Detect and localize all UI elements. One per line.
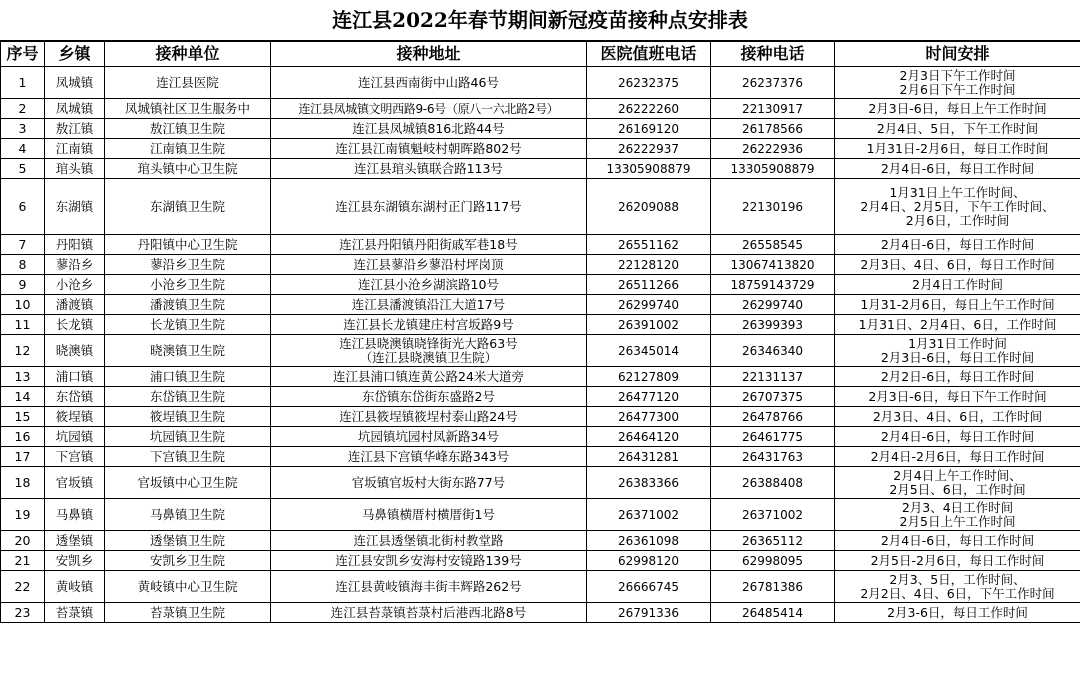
- schedule-cell-line: 2月3、4日工作时间: [901, 499, 1014, 515]
- address-cell-line: 东岱镇东岱街东盛路2号: [362, 388, 495, 404]
- schedule-cell-line: 2月5日、6日，工作时间: [889, 481, 1026, 497]
- schedule-cell-line: 2月3日-6日，每日工作时间: [880, 349, 1035, 365]
- unit-cell: 凤城镇社区卫生服务中: [105, 99, 271, 119]
- town-cell: 下宫镇: [45, 447, 105, 467]
- row-number: 1: [1, 67, 45, 99]
- schedule-cell: [835, 295, 1080, 315]
- hospital-phone-cell: 26391002: [587, 315, 711, 335]
- schedule-cell-line: 1月31日工作时间: [908, 335, 1007, 351]
- address-cell-line: 连江县丹阳镇丹阳街戚军巷18号: [339, 236, 518, 252]
- address-cell: [271, 551, 587, 571]
- vaccine-phone-cell: 26365112: [711, 531, 835, 551]
- schedule-cell: [835, 139, 1080, 159]
- hospital-phone-cell: 26345014: [587, 335, 711, 367]
- vaccine-phone-cell: 26781386: [711, 571, 835, 603]
- vaccine-phone-cell: 26485414: [711, 603, 835, 623]
- unit-cell: 小沧乡卫生院: [105, 275, 271, 295]
- hospital-phone-cell: 26209088: [587, 179, 711, 235]
- address-cell: [271, 447, 587, 467]
- hospital-phone-cell: 26361098: [587, 531, 711, 551]
- address-cell: [271, 159, 587, 179]
- vaccine-phone-cell: 26558545: [711, 235, 835, 255]
- schedule-cell-line: 1月31日、2月4日、6日，工作时间: [858, 316, 1057, 332]
- schedule-cell-line: 2月6日，工作时间: [905, 212, 1010, 228]
- schedule-cell: [835, 551, 1080, 571]
- address-cell-line: 连江县浦口镇连黄公路24米大道旁: [333, 368, 524, 384]
- address-cell-line: 连江县凤城镇文明西路9-6号（原八一六北路2号）: [298, 101, 559, 116]
- unit-cell: 官坂镇中心卫生院: [105, 467, 271, 499]
- schedule-cell: [835, 67, 1080, 99]
- town-cell: 浦口镇: [45, 367, 105, 387]
- vaccine-phone-cell: 13305908879: [711, 159, 835, 179]
- unit-cell: 潘渡镇卫生院: [105, 295, 271, 315]
- town-cell: 丹阳镇: [45, 235, 105, 255]
- town-cell: 筱埕镇: [45, 407, 105, 427]
- table-row: [1, 255, 1080, 275]
- row-number: 23: [1, 603, 45, 623]
- unit-cell: 连江县医院: [105, 67, 271, 99]
- address-cell: [271, 99, 587, 119]
- header-hospital-phone: 医院值班电话: [587, 42, 711, 67]
- table-row: [1, 99, 1080, 119]
- vaccine-phone-cell: 26461775: [711, 427, 835, 447]
- table-row: [1, 551, 1080, 571]
- vaccine-phone-cell: 26178566: [711, 119, 835, 139]
- address-cell-line: 连江县凤城镇816北路44号: [352, 120, 505, 136]
- unit-cell: 浦口镇卫生院: [105, 367, 271, 387]
- table-row: [1, 427, 1080, 447]
- table-row: [1, 571, 1080, 603]
- hospital-phone-cell: 26169120: [587, 119, 711, 139]
- row-number: 17: [1, 447, 45, 467]
- address-cell-line: 连江县西南街中山路46号: [358, 74, 499, 90]
- schedule-cell: [835, 235, 1080, 255]
- table-body: [1, 67, 1080, 623]
- unit-cell: 苔菉镇卫生院: [105, 603, 271, 623]
- unit-cell: 马鼻镇卫生院: [105, 499, 271, 531]
- address-cell: [271, 387, 587, 407]
- address-cell: [271, 531, 587, 551]
- town-cell: 黄岐镇: [45, 571, 105, 603]
- table-row: [1, 467, 1080, 499]
- hospital-phone-cell: 62998120: [587, 551, 711, 571]
- schedule-cell-line: 2月3日-6日，每日下午工作时间: [868, 388, 1047, 404]
- vaccine-phone-cell: 22131137: [711, 367, 835, 387]
- hospital-phone-cell: 26477120: [587, 387, 711, 407]
- address-cell-line: 连江县黄岐镇海丰街丰辉路262号: [335, 578, 522, 594]
- address-cell: [271, 467, 587, 499]
- address-cell-line: （连江县晓澳镇卫生院）: [359, 349, 498, 365]
- schedule-cell-line: 2月2日、4日、6日，下午工作时间: [860, 585, 1055, 601]
- table-row: [1, 159, 1080, 179]
- schedule-cell-line: 2月3日-6日，每日上午工作时间: [868, 100, 1047, 116]
- unit-cell: 筱埕镇卫生院: [105, 407, 271, 427]
- address-cell: [271, 295, 587, 315]
- address-cell-line: 马鼻镇横厝村横厝街1号: [362, 506, 495, 522]
- header-schedule: 时间安排: [835, 42, 1080, 67]
- address-cell: [271, 367, 587, 387]
- row-number: 20: [1, 531, 45, 551]
- row-number: 3: [1, 119, 45, 139]
- address-cell-line: 连江县东湖镇东湖村正门路117号: [335, 198, 522, 214]
- row-number: 8: [1, 255, 45, 275]
- schedule-cell-line: 2月4日-6日，每日工作时间: [880, 532, 1035, 548]
- schedule-cell: [835, 531, 1080, 551]
- address-cell: [271, 335, 587, 367]
- town-cell: 凤城镇: [45, 99, 105, 119]
- row-number: 15: [1, 407, 45, 427]
- table-row: [1, 179, 1080, 235]
- address-cell: [271, 179, 587, 235]
- schedule-cell: [835, 99, 1080, 119]
- schedule-cell-line: 2月4日上午工作时间、: [893, 467, 1022, 483]
- address-cell-line: 连江县安凯乡安海村安镜路139号: [335, 552, 522, 568]
- row-number: 14: [1, 387, 45, 407]
- town-cell: 长龙镇: [45, 315, 105, 335]
- header-row: [1, 42, 1080, 67]
- schedule-cell: [835, 159, 1080, 179]
- table-row: [1, 367, 1080, 387]
- schedule-cell: [835, 315, 1080, 335]
- address-cell: [271, 255, 587, 275]
- document-title: 连江县2022年春节期间新冠疫苗接种点安排表: [0, 0, 1080, 41]
- schedule-cell-line: 2月4日、2月5日，下午工作时间、: [860, 198, 1055, 214]
- vaccine-phone-cell: 13067413820: [711, 255, 835, 275]
- header-address: 接种地址: [271, 42, 587, 67]
- unit-cell: 长龙镇卫生院: [105, 315, 271, 335]
- town-cell: 琯头镇: [45, 159, 105, 179]
- vaccine-phone-cell: 26237376: [711, 67, 835, 99]
- schedule-cell-line: 2月3-6日，每日工作时间: [887, 604, 1028, 620]
- row-number: 16: [1, 427, 45, 447]
- vaccine-phone-cell: 26222936: [711, 139, 835, 159]
- address-cell-line: 连江县晓澳镇晓锋街光大路63号: [339, 335, 518, 351]
- vaccine-phone-cell: 26399393: [711, 315, 835, 335]
- row-number: 12: [1, 335, 45, 367]
- vaccine-phone-cell: 26371002: [711, 499, 835, 531]
- table-row: [1, 119, 1080, 139]
- schedule-cell-line: 2月3日、4日、6日，每日工作时间: [860, 256, 1055, 272]
- hospital-phone-cell: 26477300: [587, 407, 711, 427]
- row-number: 7: [1, 235, 45, 255]
- address-cell-line: 连江县蓼沿乡蓼沿村坪岗顶: [353, 256, 504, 272]
- address-cell-line: 连江县潘渡镇沿江大道17号: [351, 296, 506, 312]
- schedule-cell: [835, 367, 1080, 387]
- row-number: 6: [1, 179, 45, 235]
- hospital-phone-cell: 26371002: [587, 499, 711, 531]
- schedule-cell: [835, 275, 1080, 295]
- table-row: [1, 235, 1080, 255]
- table-row: [1, 295, 1080, 315]
- town-cell: 晓澳镇: [45, 335, 105, 367]
- row-number: 19: [1, 499, 45, 531]
- unit-cell: 晓澳镇卫生院: [105, 335, 271, 367]
- unit-cell: 东岱镇卫生院: [105, 387, 271, 407]
- vaccine-phone-cell: 22130196: [711, 179, 835, 235]
- address-cell: [271, 407, 587, 427]
- table-row: [1, 387, 1080, 407]
- schedule-cell: [835, 427, 1080, 447]
- unit-cell: 透堡镇卫生院: [105, 531, 271, 551]
- address-cell: [271, 571, 587, 603]
- unit-cell: 安凯乡卫生院: [105, 551, 271, 571]
- address-cell: [271, 119, 587, 139]
- schedule-cell-line: 2月5日-2月6日，每日工作时间: [870, 552, 1045, 568]
- schedule-cell-line: 2月5日上午工作时间: [899, 513, 1016, 529]
- unit-cell: 蓼沿乡卫生院: [105, 255, 271, 275]
- table-row: [1, 67, 1080, 99]
- schedule-cell-line: 2月4日-6日，每日工作时间: [880, 428, 1035, 444]
- header-town: 乡镇: [45, 42, 105, 67]
- address-cell: [271, 315, 587, 335]
- unit-cell: 坑园镇卫生院: [105, 427, 271, 447]
- table-row: [1, 275, 1080, 295]
- header-unit: 接种单位: [105, 42, 271, 67]
- row-number: 4: [1, 139, 45, 159]
- town-cell: 苔菉镇: [45, 603, 105, 623]
- town-cell: 安凯乡: [45, 551, 105, 571]
- schedule-table: [0, 41, 1080, 623]
- address-cell-line: 连江县苔菉镇苔菉村后港西北路8号: [330, 604, 527, 620]
- unit-cell: 丹阳镇中心卫生院: [105, 235, 271, 255]
- unit-cell: 下宫镇卫生院: [105, 447, 271, 467]
- schedule-cell: [835, 571, 1080, 603]
- table-row: [1, 139, 1080, 159]
- row-number: 9: [1, 275, 45, 295]
- hospital-phone-cell: 26666745: [587, 571, 711, 603]
- address-cell-line: 连江县筱埕镇筱埕村泰山路24号: [339, 408, 518, 424]
- address-cell: [271, 499, 587, 531]
- schedule-cell-line: 2月4日-2月6日，每日工作时间: [870, 448, 1045, 464]
- hospital-phone-cell: 26791336: [587, 603, 711, 623]
- schedule-cell-line: 1月31日上午工作时间、: [889, 184, 1026, 200]
- hospital-phone-cell: 26299740: [587, 295, 711, 315]
- address-cell-line: 连江县小沧乡湖滨路10号: [358, 276, 499, 292]
- hospital-phone-cell: 22128120: [587, 255, 711, 275]
- vaccine-phone-cell: 26431763: [711, 447, 835, 467]
- row-number: 13: [1, 367, 45, 387]
- town-cell: 东湖镇: [45, 179, 105, 235]
- address-cell-line: 连江县透堡镇北街村教堂路: [353, 532, 504, 548]
- hospital-phone-cell: 26222260: [587, 99, 711, 119]
- vaccine-phone-cell: 22130917: [711, 99, 835, 119]
- address-cell: [271, 235, 587, 255]
- address-cell: [271, 67, 587, 99]
- schedule-cell-line: 2月6日下午工作时间: [899, 81, 1016, 97]
- vaccine-phone-cell: 62998095: [711, 551, 835, 571]
- town-cell: 坑园镇: [45, 427, 105, 447]
- schedule-cell-line: 1月31日-2月6日，每日工作时间: [866, 140, 1049, 156]
- header-no: 序号: [1, 42, 45, 67]
- schedule-cell-line: 2月2日-6日，每日工作时间: [880, 368, 1035, 384]
- town-cell: 蓼沿乡: [45, 255, 105, 275]
- schedule-cell: [835, 447, 1080, 467]
- table-row: [1, 531, 1080, 551]
- hospital-phone-cell: 26431281: [587, 447, 711, 467]
- schedule-cell: [835, 255, 1080, 275]
- town-cell: 潘渡镇: [45, 295, 105, 315]
- hospital-phone-cell: 26232375: [587, 67, 711, 99]
- schedule-cell: [835, 387, 1080, 407]
- hospital-phone-cell: 26383366: [587, 467, 711, 499]
- table-row: [1, 335, 1080, 367]
- header-vaccine-phone: 接种电话: [711, 42, 835, 67]
- vaccine-phone-cell: 18759143729: [711, 275, 835, 295]
- schedule-cell-line: 2月3日、4日、6日，工作时间: [872, 408, 1043, 424]
- town-cell: 敖江镇: [45, 119, 105, 139]
- schedule-cell: [835, 603, 1080, 623]
- table-row: [1, 315, 1080, 335]
- schedule-cell: [835, 179, 1080, 235]
- town-cell: 江南镇: [45, 139, 105, 159]
- unit-cell: 黄岐镇中心卫生院: [105, 571, 271, 603]
- schedule-cell-line: 2月3、5日，工作时间、: [889, 571, 1026, 587]
- unit-cell: 江南镇卫生院: [105, 139, 271, 159]
- town-cell: 官坂镇: [45, 467, 105, 499]
- schedule-cell: [835, 467, 1080, 499]
- schedule-cell-line: 1月31-2月6日，每日上午工作时间: [860, 296, 1055, 312]
- address-cell-line: 坑园镇坑园村凤新路34号: [358, 428, 499, 444]
- vaccine-phone-cell: 26388408: [711, 467, 835, 499]
- address-cell: [271, 603, 587, 623]
- table-row: [1, 407, 1080, 427]
- vaccine-phone-cell: 26707375: [711, 387, 835, 407]
- table-row: [1, 447, 1080, 467]
- address-cell: [271, 139, 587, 159]
- town-cell: 小沧乡: [45, 275, 105, 295]
- unit-cell: 琯头镇中心卫生院: [105, 159, 271, 179]
- table-row: [1, 603, 1080, 623]
- schedule-cell: [835, 335, 1080, 367]
- schedule-cell: [835, 499, 1080, 531]
- hospital-phone-cell: 13305908879: [587, 159, 711, 179]
- schedule-cell-line: 2月4日-6日，每日工作时间: [880, 236, 1035, 252]
- unit-cell: 东湖镇卫生院: [105, 179, 271, 235]
- vaccine-phone-cell: 26346340: [711, 335, 835, 367]
- town-cell: 马鼻镇: [45, 499, 105, 531]
- town-cell: 东岱镇: [45, 387, 105, 407]
- schedule-cell: [835, 119, 1080, 139]
- schedule-cell-line: 2月3日下午工作时间: [899, 67, 1016, 83]
- address-cell-line: 连江县下宫镇华峰东路343号: [347, 448, 510, 464]
- address-cell: [271, 275, 587, 295]
- town-cell: 透堡镇: [45, 531, 105, 551]
- vaccine-phone-cell: 26299740: [711, 295, 835, 315]
- row-number: 21: [1, 551, 45, 571]
- row-number: 22: [1, 571, 45, 603]
- vaccine-phone-cell: 26478766: [711, 407, 835, 427]
- schedule-cell-line: 2月4日、5日，下午工作时间: [876, 120, 1039, 136]
- row-number: 5: [1, 159, 45, 179]
- address-cell-line: 连江县琯头镇联合路113号: [354, 160, 503, 176]
- hospital-phone-cell: 26222937: [587, 139, 711, 159]
- unit-cell: 敖江镇卫生院: [105, 119, 271, 139]
- town-cell: 凤城镇: [45, 67, 105, 99]
- hospital-phone-cell: 26551162: [587, 235, 711, 255]
- address-cell-line: 官坂镇官坂村大街东路77号: [351, 474, 506, 490]
- row-number: 18: [1, 467, 45, 499]
- schedule-cell-line: 2月4日-6日，每日工作时间: [880, 160, 1035, 176]
- table-row: [1, 499, 1080, 531]
- address-cell: [271, 427, 587, 447]
- address-cell-line: 连江县长龙镇建庄村宫坂路9号: [343, 316, 514, 332]
- schedule-cell: [835, 407, 1080, 427]
- row-number: 11: [1, 315, 45, 335]
- hospital-phone-cell: 62127809: [587, 367, 711, 387]
- row-number: 2: [1, 99, 45, 119]
- hospital-phone-cell: 26464120: [587, 427, 711, 447]
- schedule-cell-line: 2月4日工作时间: [912, 276, 1003, 292]
- row-number: 10: [1, 295, 45, 315]
- address-cell-line: 连江县江南镇魁岐村朝晖路802号: [335, 140, 522, 156]
- hospital-phone-cell: 26511266: [587, 275, 711, 295]
